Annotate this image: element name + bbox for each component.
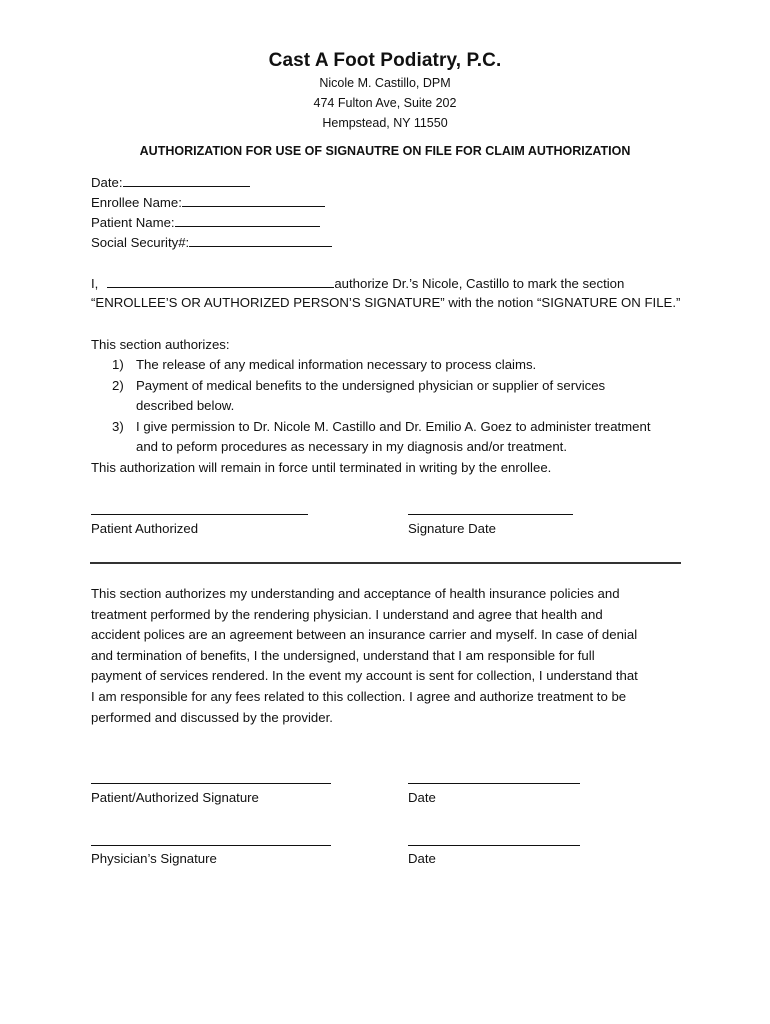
- authorization-suffix: authorize Dr.’s Nicole, Castillo to mark the section: [334, 276, 625, 291]
- list-item-2-text-cont: described below.: [136, 398, 235, 413]
- patient-date-label: Date: [408, 790, 436, 805]
- authorizer-name-blank[interactable]: [107, 275, 334, 288]
- section-closing: This authorization will remain in force until terminated in writing by the enrollee.: [91, 460, 552, 475]
- acceptance-paragraph: [91, 584, 691, 728]
- social-security-label: Social Security#:: [91, 235, 190, 250]
- enrollee-name-field[interactable]: [91, 194, 325, 210]
- enrollee-name-blank[interactable]: [182, 194, 325, 207]
- paragraph-line: accident polices are an agreement between an insurance carrier and myself. In case of denial: [91, 627, 638, 643]
- paragraph-line: and termination of benefits, I the undersigned, understand that I am responsible for full: [91, 647, 595, 663]
- list-item-2-number: 2): [112, 378, 124, 393]
- doctor-name: Nicole M. Castillo, DPM: [319, 76, 451, 90]
- list-item-3-number: 3): [112, 419, 124, 434]
- paragraph-line: payment of services rendered. In the event my account is sent for collection, I understand that: [91, 668, 638, 684]
- patient-signature-label: Patient/Authorized Signature: [91, 790, 259, 805]
- list-item-1-number: 1): [112, 357, 124, 372]
- paragraph-line: performed and discussed by the provider.: [91, 709, 333, 725]
- list-item-1-text: The release of any medical information necessary to process claims.: [136, 357, 537, 372]
- physician-date-label: Date: [408, 851, 436, 866]
- patient-name-blank[interactable]: [175, 214, 320, 227]
- physician-signature-label: Physician’s Signature: [91, 851, 217, 866]
- date-blank[interactable]: [123, 174, 250, 187]
- authorization-prefix: I,: [91, 276, 99, 291]
- physician-date-line[interactable]: [408, 845, 580, 846]
- date-label: Date:: [91, 175, 123, 190]
- paragraph-line: I am responsible for any fees related to this collection. I agree and authorize treatment to be: [91, 688, 627, 704]
- patient-name-field[interactable]: [91, 214, 320, 230]
- signature-date-label: Signature Date: [408, 521, 496, 536]
- signature-date-line[interactable]: [408, 514, 573, 515]
- address-line-2: Hempstead, NY 11550: [322, 116, 448, 130]
- date-field[interactable]: [91, 174, 250, 190]
- authorization-line-1: [91, 275, 624, 291]
- patient-signature-line[interactable]: [91, 783, 331, 784]
- address-line-1: 474 Fulton Ave, Suite 202: [313, 96, 457, 110]
- section-intro: This section authorizes:: [91, 337, 230, 352]
- section-divider: [90, 562, 681, 564]
- patient-authorized-label: Patient Authorized: [91, 521, 199, 536]
- patient-authorized-signature-line[interactable]: [91, 514, 308, 515]
- social-security-field[interactable]: [91, 234, 332, 250]
- enrollee-name-label: Enrollee Name:: [91, 195, 182, 210]
- social-security-blank[interactable]: [189, 234, 332, 247]
- patient-name-label: Patient Name:: [91, 215, 175, 230]
- paragraph-line: treatment performed by the rendering physician. I understand and agree that health and: [91, 606, 603, 622]
- list-item-3-text-cont: and to peform procedures as necessary in my diagnosis and/or treatment.: [136, 439, 568, 454]
- patient-date-line[interactable]: [408, 783, 580, 784]
- list-item-3-text: I give permission to Dr. Nicole M. Castillo and Dr. Emilio A. Goez to administer treatment: [136, 419, 651, 434]
- authorization-line-2: “ENROLLEE’S OR AUTHORIZED PERSON’S SIGNATURE” with the notion “SIGNATURE ON FILE.”: [91, 295, 681, 310]
- paragraph-line: This section authorizes my understanding and acceptance of health insurance policies and: [91, 586, 620, 601]
- physician-signature-line[interactable]: [91, 845, 331, 846]
- form-title: AUTHORIZATION FOR USE OF SIGNAUTRE ON FILE FOR CLAIM AUTHORIZATION: [139, 144, 631, 158]
- list-item-2-text: Payment of medical benefits to the undersigned physician or supplier of services: [136, 378, 606, 393]
- practice-name: Cast A Foot Podiatry, P.C.: [268, 50, 502, 71]
